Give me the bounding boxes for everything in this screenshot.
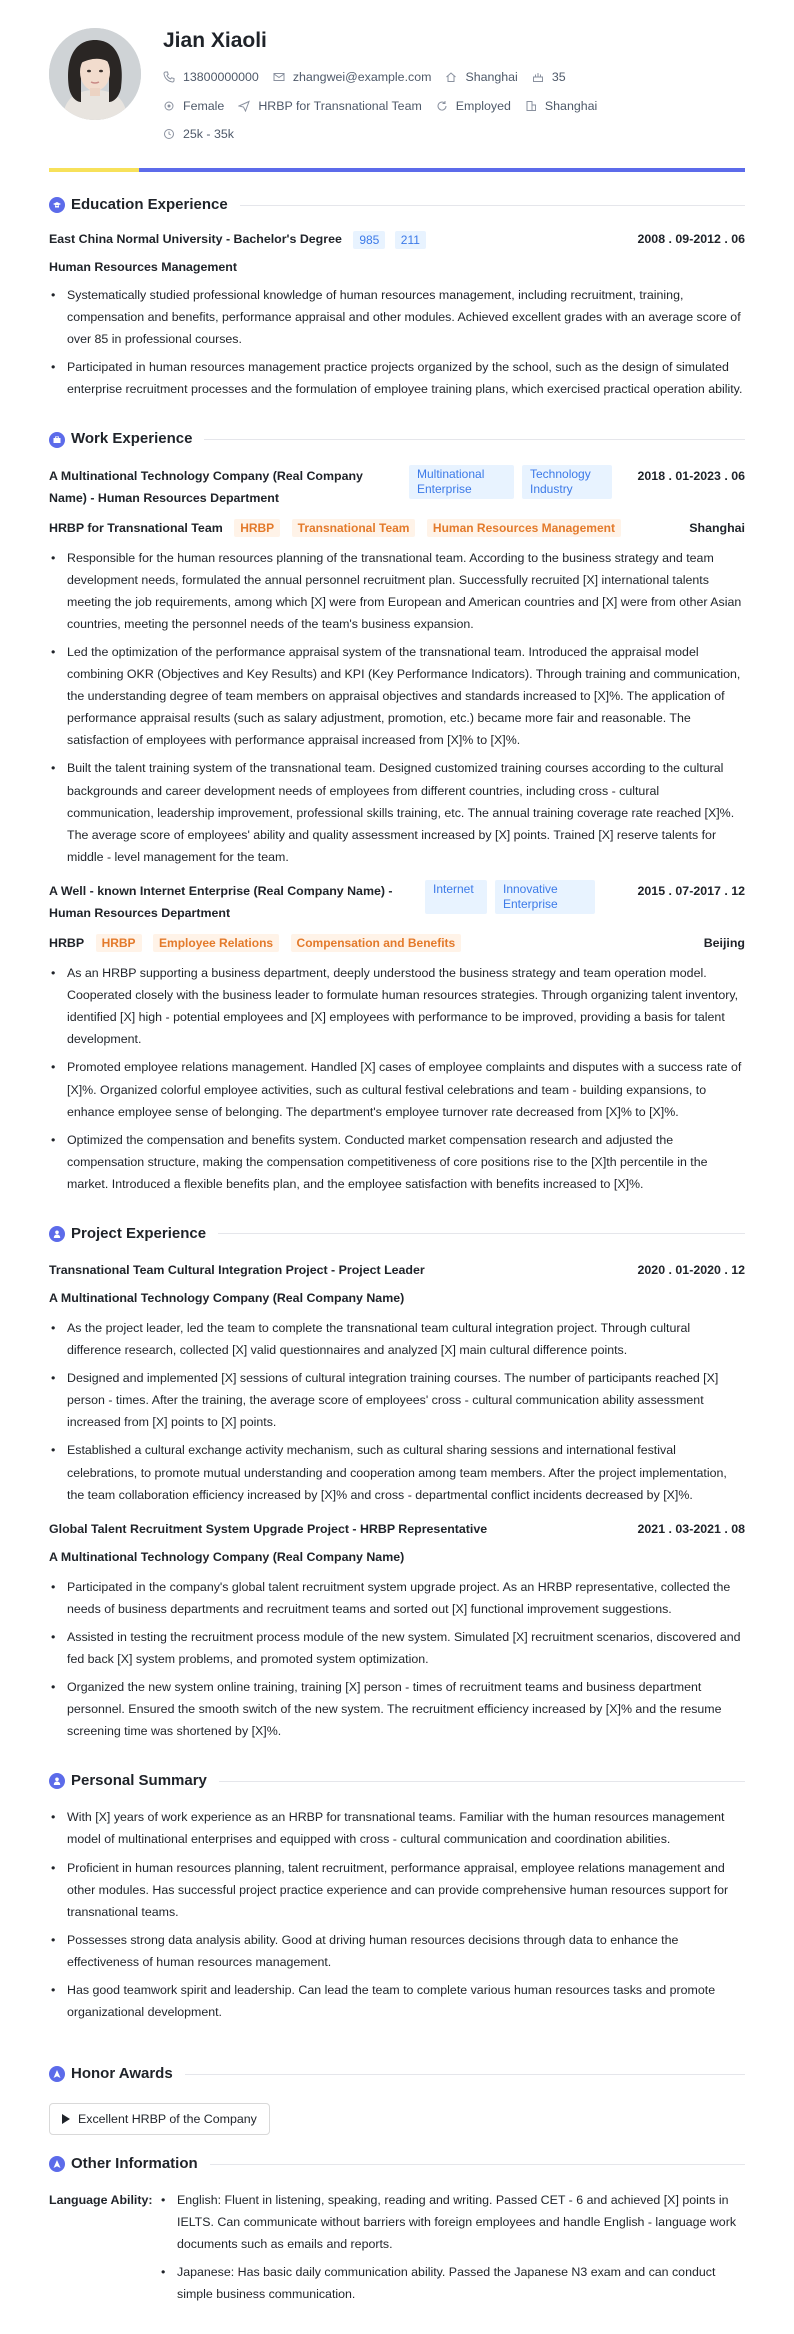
list-item: • As the project leader, led the team to complete the transnational team cultural integration project. Through cultural difference research, collected [X] valid questionnaires and analyzed [X] main cultural difference points. [49, 1317, 745, 1361]
list-item: • Established a cultural exchange activity mechanism, such as cultural sharing sessions and international festival celebrations, to promote mutual understanding and cooperation among team members. After the project implementation, the team collaboration efficiency increased by [X]% and cross - departmental conflict incidents decreased by [X]%. [49, 1439, 745, 1505]
honor-label: Excellent HRBP of the Company [78, 2112, 257, 2127]
school-tag: 211 [395, 231, 426, 249]
section-title: Project Experience [71, 1224, 207, 1242]
project-bullets [49, 1317, 745, 1506]
project-entry-header [49, 1259, 745, 1281]
honor-list [49, 2103, 745, 2135]
education-date: 2008 . 09-2012 . 06 [637, 232, 745, 246]
language-label: Language Ability: [49, 2193, 153, 2208]
project-entry-header [49, 1518, 745, 1540]
phone-item [163, 67, 259, 87]
job-date: 2015 . 07-2017 . 12 [637, 883, 745, 898]
city-item [525, 96, 597, 116]
list-item: • Promoted employee relations management. Handled [X] cases of employee complaints and disputes with a success rate of [X]%. Organized colorful employee activities, such as cultural festival celebrations and team - building expansions, to enhance employee sense of belonging. The department's employee turnover rate decreased from [X]% to [X]%. [49, 1056, 745, 1122]
list-item: • Participated in human resources management practice projects organized by the school, such as the design of simulated enterprise recruitment processes and the formulation of employee training plans, which exercised practical operation ability. [49, 356, 745, 400]
send-icon [238, 100, 250, 112]
language-bullets [159, 2189, 745, 2305]
salary-text: 25k - 35k [183, 127, 234, 141]
list-item: • Responsible for the human resources planning of the transnational team. According to the business strategy and team development needs, formulated the annual personnel recruitment plan. Successfully recruited [X] international talents meeting the job requirements, among which [X] were from European and American countries and [X] were from other Asian countries, meeting the personnel needs of the team's business expansion. [49, 547, 745, 635]
role-tag: Employee Relations [153, 934, 279, 952]
status-item [436, 96, 511, 116]
section-header [49, 1766, 745, 1796]
projects-section [49, 1219, 745, 1742]
list-item: • Designed and implemented [X] sessions of cultural integration training courses. The number of participants reached [X] person - times. After the training, the average score of employees' cross - cultural communication ability assessment increased from [X] points to [X] points. [49, 1367, 745, 1433]
cake-icon [532, 71, 544, 83]
candidate-name: Jian Xiaoli [163, 29, 267, 52]
project-company: A Multinational Technology Company (Real Company Name) [49, 1549, 405, 1564]
company-name: A Well - known Internet Enterprise (Real Company Name) - Human Resources Department [49, 883, 393, 920]
section-title: Education Experience [71, 195, 228, 213]
job-role-row [49, 932, 745, 954]
list-item: • Assisted in testing the recruitment process module of the new system. Simulated [X] recruitment scenarios, discovered and fed back [X] system problems, and promoted system optimization. [49, 1626, 745, 1670]
gender-item [163, 96, 224, 116]
job-city: Shanghai [689, 520, 745, 535]
job-date: 2018 . 01-2023 . 06 [637, 468, 745, 483]
project-icon [49, 1226, 65, 1242]
section-title: Personal Summary [71, 1772, 207, 1790]
summary-section [49, 1766, 745, 2023]
salary-item [163, 124, 234, 144]
company-tag: Internet [425, 880, 487, 914]
city-text: Shanghai [544, 99, 598, 113]
info-icon [49, 2156, 65, 2172]
location-text: Shanghai [465, 70, 518, 84]
honors-section [49, 2059, 745, 2135]
job-role: HRBP [49, 936, 85, 951]
play-icon [62, 2114, 70, 2124]
info-row-profile [163, 96, 611, 116]
list-item: • Built the talent training system of the transnational team. Designed customized training courses according to the cultural backgrounds and career development needs of employees from different countries, including cross - cultural communication, leadership improvement, professional skills training, etc. The annual training coverage rate reached [X]%. The average score of employees' ability and quality assessment increased by [X] points. Trained [X] reserve talents for middle - level management for the team. [49, 757, 745, 867]
list-item: • As an HRBP supporting a business department, deeply understood the business strategy and team operation model. Cooperated closely with the business leader to formulate human resources strategies. Through organizing talent inventory, identified [X] high - potential employees and [X] employees with performance to be improved, providing a basis for talent development. [49, 962, 745, 1050]
job-city: Beijing [703, 936, 745, 951]
company-tag: Innovative Enterprise [495, 880, 595, 914]
section-title: Honor Awards [71, 2064, 173, 2082]
education-bullets [49, 284, 745, 400]
job-entry-header [49, 465, 745, 509]
project-name: Global Talent Recruitment System Upgrade Project - HRBP Representative [49, 1521, 488, 1536]
company-tag: Multinational Enterprise [409, 465, 514, 499]
avatar [49, 28, 141, 120]
list-item: • Possesses strong data analysis ability. Good at driving human resources decisions through data to enhance the effectiveness of human resources management. [49, 1929, 745, 1973]
list-item: • English: Fluent in listening, speaking, reading and writing. Passed CET - 6 and achieved [X] points in IELTS. Can communicate without barriers with foreign employees and handle English - language work documents such as emails and reports. [159, 2189, 745, 2255]
list-item: • Led the optimization of the performance appraisal system of the transnational team. Introduced the appraisal model combining OKR (Objectives and Key Results) and KPI (Key Performance Indicators). Through training and communication, the understanding degree of team members on appraisal objectives and standards increased to [X]%. The application of performance appraisal results (such as salary adjustment, promotion, etc.) became more fair and reasonable. The satisfaction of employees with performance appraisal increased from [X]% to [X]%. [49, 641, 745, 751]
refresh-icon [436, 100, 448, 112]
role-tag: Human Resources Management [427, 519, 621, 537]
position-item [238, 96, 421, 116]
project-company: A Multinational Technology Company (Real Company Name) [49, 1290, 405, 1305]
section-title: Work Experience [71, 430, 193, 448]
resume-header [49, 0, 745, 164]
email-item [273, 67, 432, 87]
avatar-photo-icon [49, 28, 141, 120]
age-item [532, 67, 566, 87]
education-icon [49, 197, 65, 213]
company-name: A Multinational Technology Company (Real Company Name) - Human Resources Department [49, 468, 363, 505]
list-item: • Organized the new system online training, training [X] person - times of recruitment teams and business department personnel. Ensured the smooth switch of the new system. The recruitment efficiency increased by [X]% and the resume screening time was shortened by [X]%. [49, 1676, 745, 1742]
location-item [445, 67, 517, 87]
list-item: • Has good teamwork spirit and leadership. Can lead the team to complete various human resources tasks and promote organizational development. [49, 1979, 745, 2023]
school-tag: 985 [353, 231, 385, 249]
list-item: • With [X] years of work experience as an HRBP for transnational teams. Familiar with the human resources management model of multinational enterprises and equipped with cross - cultural communication and coordination abilities. [49, 1806, 745, 1850]
company-tags [409, 465, 619, 499]
school-name: East China Normal University - Bachelor's Degree [49, 232, 342, 246]
work-section [49, 425, 745, 1195]
role-tag: HRBP [234, 519, 280, 537]
building-icon [525, 100, 537, 112]
info-row-salary [163, 124, 248, 144]
section-header [49, 2149, 745, 2179]
language-block [49, 2189, 745, 2305]
age-text: 35 [551, 70, 566, 84]
section-header [49, 190, 745, 220]
header-divider [49, 168, 745, 172]
education-entry-header [49, 228, 745, 250]
section-header [49, 1219, 745, 1249]
project-date: 2021 . 03-2021 . 08 [637, 1521, 745, 1536]
project-date: 2020 . 01-2020 . 12 [637, 1262, 745, 1277]
mail-icon [273, 71, 285, 83]
info-row-contact [163, 67, 580, 87]
position-text: HRBP for Transnational Team [258, 99, 422, 113]
award-icon [49, 2066, 65, 2082]
company-tag: Technology Industry [522, 465, 612, 499]
role-tag: Transnational Team [292, 519, 416, 537]
section-header [49, 425, 745, 455]
job-bullets [49, 547, 745, 868]
list-item: • Proficient in human resources planning, talent recruitment, performance appraisal, employee relations management and other modules. Has successful project practice experience and can provide comprehensive human resources support for transnational teams. [49, 1857, 745, 1923]
job-entry-header [49, 880, 745, 924]
other-section [49, 2149, 745, 2305]
phone-text: 13800000000 [183, 70, 259, 84]
phone-icon [163, 71, 175, 83]
list-item: • Systematically studied professional knowledge of human resources management, including recruitment, training, compensation and benefits, performance appraisal and other modules. Achieved excellent grades with an average score of over 85 in professional courses. [49, 284, 745, 350]
list-item: • Optimized the compensation and benefits system. Conducted market compensation research and adjusted the compensation structure, making the compensation competitiveness of core positions rise to the [X]th percentile in the market. Introduced a flexible benefits plan, and the employee satisfaction with benefits increased to [X]%. [49, 1129, 745, 1195]
role-tag: HRBP [96, 934, 142, 952]
job-role: HRBP for Transnational Team [49, 520, 223, 535]
project-name: Transnational Team Cultural Integration Project - Project Leader [49, 1262, 425, 1277]
section-title: Other Information [71, 2154, 198, 2172]
list-item: • Participated in the company's global talent recruitment system upgrade project. As an HRBP representative, collected the needs of business departments and recruitment teams and sorted out [X] functional improvement suggestions. [49, 1576, 745, 1620]
home-icon [445, 71, 457, 83]
gender-text: Female [183, 99, 225, 113]
major-name: Human Resources Management [49, 260, 237, 275]
education-section [49, 190, 745, 401]
honor-item[interactable] [49, 2103, 270, 2135]
status-text: Employed [455, 99, 511, 113]
email-text[interactable]: zhangwei@example.com [292, 70, 432, 84]
project-bullets [49, 1576, 745, 1743]
gender-icon [163, 100, 175, 112]
role-tag: Compensation and Benefits [291, 934, 462, 952]
clock-icon [163, 128, 175, 140]
job-role-row [49, 517, 745, 539]
job-bullets [49, 962, 745, 1195]
list-item: • Japanese: Has basic daily communication ability. Passed the Japanese N3 exam and can conduct simple business communication. [159, 2261, 745, 2305]
user-icon [49, 1773, 65, 1789]
summary-bullets [49, 1806, 745, 2023]
briefcase-icon [49, 432, 65, 448]
section-header [49, 2059, 745, 2089]
company-tags [425, 880, 605, 914]
